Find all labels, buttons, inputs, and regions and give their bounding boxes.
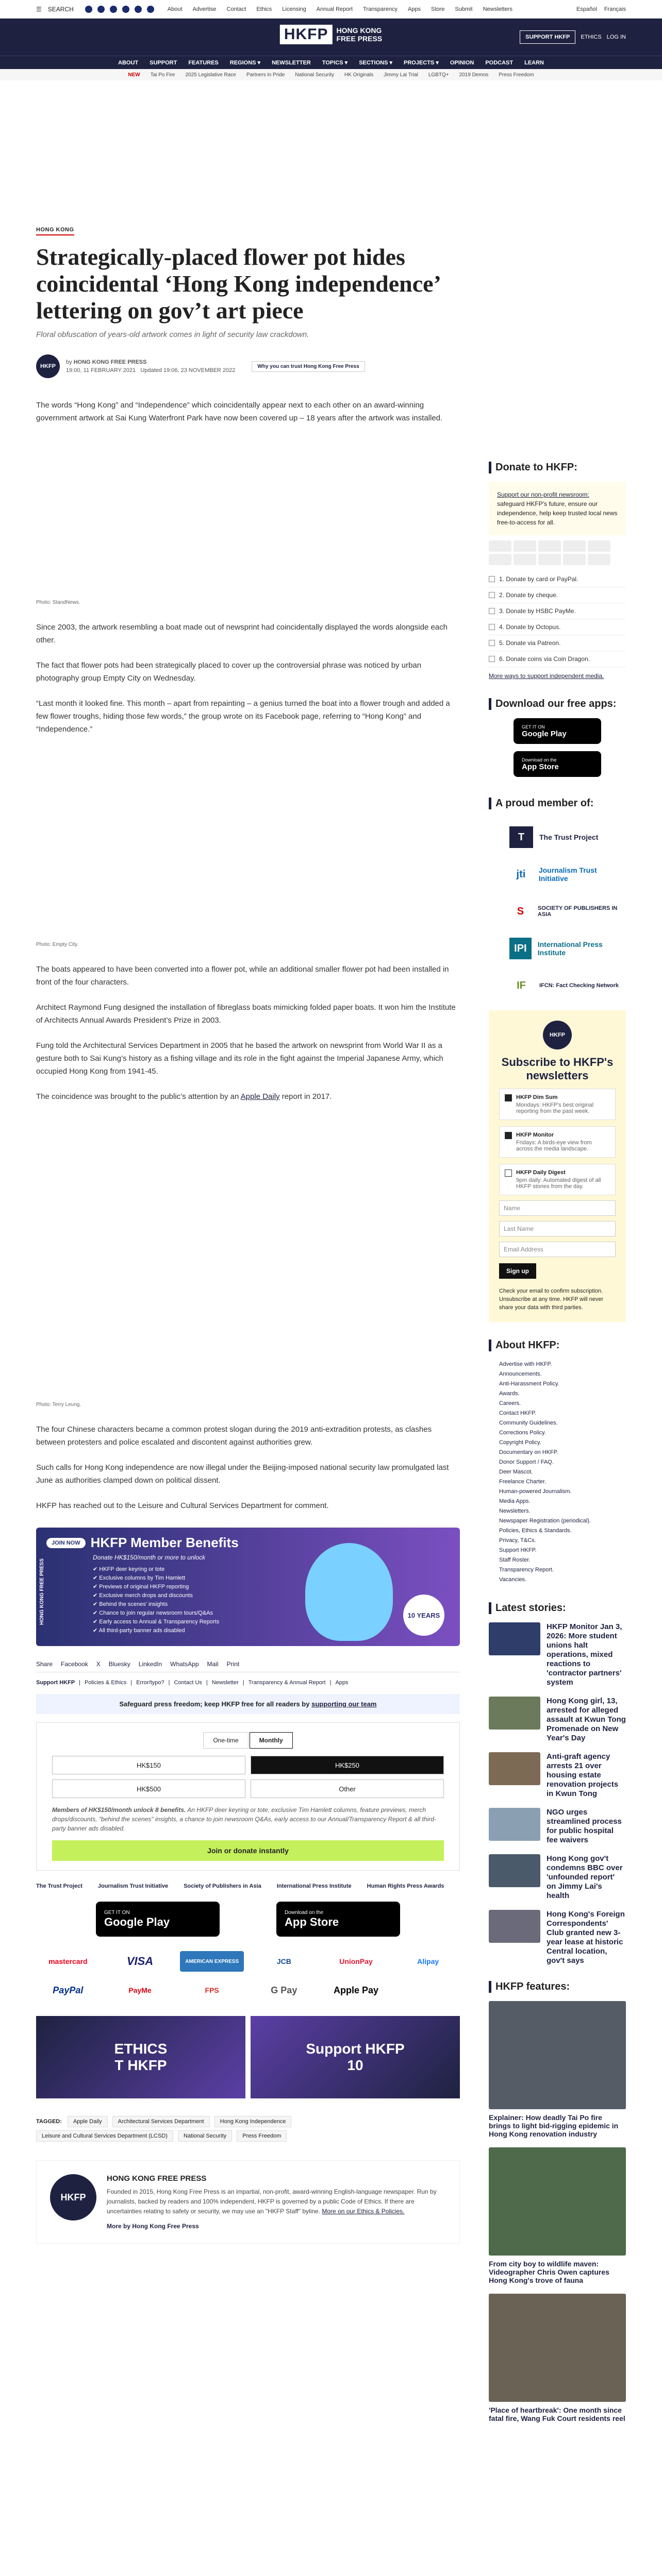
tag[interactable]: Leisure and Cultural Services Department (LCSD)	[36, 2130, 173, 2142]
support-hkfp-button[interactable]: SUPPORT HKFP	[520, 30, 575, 44]
nav-item[interactable]: SUPPORT	[150, 59, 177, 66]
masthead	[0, 19, 662, 56]
jti[interactable]: jti Journalism Trust Initiative	[516, 866, 597, 883]
share-x[interactable]: X	[96, 1660, 101, 1668]
newsletter-option[interactable]: HKFP Monitor Fridays: A birds-eye view from across the media landscape.	[499, 1126, 616, 1158]
logo-mark: HKFP	[280, 25, 333, 44]
donate-sidebar-box	[489, 482, 626, 535]
nav-item[interactable]: PROJECTS ▾	[404, 60, 439, 66]
nav-item[interactable]: OPINION	[450, 59, 474, 66]
ethics-link[interactable]: ETHICS	[581, 34, 602, 40]
nav-item[interactable]: ABOUT	[118, 59, 139, 66]
publish-date: 19:00, 11 FEBRUARY 2021	[66, 367, 136, 374]
amount-option[interactable]: Other	[251, 1780, 444, 1798]
benefit-item: ✔ All third-party banner ads disabled	[93, 1628, 185, 1634]
nav-item[interactable]: PODCAST	[485, 59, 514, 66]
donate-widget	[36, 1722, 460, 1871]
trending-item[interactable]: 2025 Legislative Race	[185, 72, 236, 78]
payment-icon	[588, 540, 610, 552]
features-title: HKFP features:	[489, 1981, 626, 1993]
last-name-input[interactable]: Last Name	[499, 1221, 616, 1236]
donate-option[interactable]: 2. Donate by cheque.	[489, 587, 626, 603]
ethics-promo-line2: T HKFP	[114, 2057, 167, 2073]
alipay-icon: Alipay	[417, 1957, 439, 1965]
more-ways-link[interactable]: More ways to support independent media.	[489, 672, 604, 680]
latest-story[interactable]: Hong Kong gov't condemns BBC over 'unfounded report' on Jimmy Lai's health	[489, 1854, 626, 1901]
youtube-icon[interactable]	[122, 6, 129, 13]
benefit-item: ✔ HKFP deer keyring or tote	[93, 1566, 165, 1572]
sopa-logo[interactable]: Society of Publishers in Asia	[184, 1883, 261, 1889]
frequency-toggle	[52, 1732, 444, 1749]
donate-option[interactable]: 6. Donate coins via Coin Dragon.	[489, 651, 626, 667]
instagram-icon[interactable]	[110, 6, 117, 13]
benefit-list	[93, 1565, 450, 1635]
ten-years-badge: 10 YEARS	[403, 1595, 444, 1636]
ethics-promo[interactable]	[36, 2016, 245, 2098]
amount-option-selected[interactable]: HK$250	[251, 1756, 444, 1774]
story-thumbnail	[489, 1808, 540, 1841]
payment-icon	[489, 540, 511, 552]
nav-item[interactable]: SECTIONS ▾	[359, 60, 392, 66]
about-link[interactable]: Media Apps.	[499, 1498, 531, 1504]
sidebar	[489, 462, 626, 2432]
logo-line1: HONG KONG	[336, 26, 382, 35]
about-link[interactable]: Policies, Ethics & Standards.	[499, 1528, 572, 1534]
article-dek: Floral obfuscation of years-old artwork comes in light of security law crackdown.	[36, 330, 309, 339]
donate-option[interactable]: 3. Donate by HSBC PayMe.	[489, 603, 626, 619]
footer-link[interactable]: Apps	[335, 1680, 349, 1686]
donate-title: Donate to HKFP:	[489, 462, 626, 473]
trending-item[interactable]: Press Freedom	[499, 72, 534, 78]
donate-option[interactable]: 1. Donate by card or PayPal.	[489, 571, 626, 587]
trust-project[interactable]: T The Trust Project	[509, 825, 626, 850]
trust-link[interactable]: Why you can trust Hong Kong Free Press	[252, 361, 365, 372]
paragraph: HKFP has reached out to the Leisure and Cultural Services Department for comment.	[36, 1501, 329, 1510]
p8-text-end: report in 2017.	[279, 1092, 332, 1101]
amount-options	[52, 1756, 444, 1798]
footer-link[interactable]: Contact Us	[174, 1680, 202, 1686]
util-link[interactable]: Transparency	[363, 6, 398, 12]
lang-spanish[interactable]: Español	[576, 6, 597, 12]
payment-icon	[489, 554, 511, 565]
google-play-badge[interactable]	[96, 1902, 220, 1937]
member-of-title: A proud member of:	[489, 798, 626, 809]
latest-story[interactable]: Hong Kong girl, 13, arrested for alleged assault at Kwun Tong Promenade on New Year's Day	[489, 1697, 626, 1743]
join-donate-button[interactable]: Join or donate instantly	[52, 1840, 444, 1861]
latest-story[interactable]: Anti-graft agency arrests 21 over housing estate renovation projects in Kwun Tong	[489, 1752, 626, 1799]
newsletter-option[interactable]: HKFP Daily Digest 9pm daily: Automated digest of all HKFP stories from the day.	[499, 1164, 616, 1195]
util-link[interactable]: Apps	[407, 6, 421, 12]
sb-apple-top: Download on the	[522, 757, 557, 762]
google-top-text: GET IT ON	[104, 1909, 130, 1916]
nav-item[interactable]: LEARN	[524, 59, 544, 66]
member-benefits-banner[interactable]	[36, 1528, 460, 1646]
new-badge: NEW	[128, 72, 140, 78]
share-mail[interactable]: Mail	[207, 1660, 219, 1668]
join-now-pill[interactable]: JOIN NOW	[46, 1538, 86, 1548]
login-link[interactable]: LOG IN	[606, 34, 626, 40]
payment-icon	[538, 540, 561, 552]
about-link[interactable]: Contact HKFP.	[499, 1410, 536, 1416]
about-link[interactable]: Documentary on HKFP.	[499, 1449, 558, 1455]
about-links	[489, 1360, 626, 1585]
main-nav	[0, 56, 662, 69]
p8-text: The coincidence was brought to the public’s attention by an	[36, 1092, 241, 1101]
signup-button[interactable]: Sign up	[499, 1263, 536, 1279]
sidebar-app-store[interactable]	[514, 751, 601, 777]
support-promo-line2: 10	[347, 2057, 363, 2073]
deer-mascot-icon	[305, 1543, 393, 1641]
about-link[interactable]: Community Guidelines.	[499, 1420, 558, 1426]
about-link[interactable]: Support HKFP.	[499, 1547, 537, 1553]
about-link[interactable]: Anti-Harassment Policy.	[499, 1381, 559, 1387]
payment-methods	[36, 1951, 460, 2001]
supporting-team-link[interactable]: supporting our team	[311, 1700, 377, 1708]
share-whatsapp[interactable]: WhatsApp	[170, 1660, 199, 1668]
about-link[interactable]: Copyright Policy.	[499, 1439, 541, 1446]
footer-link[interactable]: Policies & Ethics	[85, 1680, 127, 1686]
paragraph: “Last month it looked fine. This month – apart from repainting – a genius turned the boat into a flower trough and added a few flower troughs, hiding those few words,” the group wrote on its Facebook page, referring to “Hong Kong” and “Independence.”	[36, 699, 450, 734]
jti-logo[interactable]: Journalism Trust Initiative	[97, 1883, 169, 1889]
sopa[interactable]: S SOCIETY OF PUBLISHERS IN ASIA	[517, 905, 618, 918]
about-link[interactable]: Transparency Report.	[499, 1567, 554, 1573]
trending-nav	[0, 69, 662, 80]
apple-text: App Store	[285, 1915, 339, 1928]
paragraph: Such calls for Hong Kong independence are now illegal under the Beijing-imposed national security law promulgated last June as authorities clamped down on political dissent.	[36, 1463, 449, 1485]
x-icon[interactable]	[97, 6, 105, 13]
util-link[interactable]: Contact	[226, 6, 246, 12]
trending-item[interactable]: Partners in Pride	[246, 72, 285, 78]
photo-caption: Photo: StandNews.	[36, 600, 80, 605]
more-by-author-link[interactable]: More by Hong Kong Free Press	[107, 2223, 199, 2230]
story-thumbnail	[489, 1622, 540, 1655]
banner-side-text: HONG KONG FREE PRESS	[39, 1558, 45, 1625]
author-avatar: HKFP	[36, 354, 60, 378]
linkedin-icon[interactable]	[135, 6, 142, 13]
about-link[interactable]: Announcements.	[499, 1371, 542, 1377]
author-bio-text: Founded in 2015, Hong Kong Free Press is an impartial, non-profit, award-winning English-language newspaper. Run by journalists, backed by readers and 100% independent, HKFP is governed by a public Code of Ethics. If there are uncertainties relating to safety or security, we may use an "HKFP Staff" byline.	[107, 2188, 437, 2215]
sidebar-google-play[interactable]	[514, 718, 601, 744]
nav-item[interactable]: FEATURES	[188, 59, 219, 66]
banner-title: HKFP Member Benefits	[90, 1535, 239, 1550]
about-link[interactable]: Corrections Policy.	[499, 1430, 546, 1436]
benefit-item: ✔ Previews of original HKFP reporting	[93, 1584, 189, 1590]
byline	[36, 354, 460, 378]
paragraph: The fact that flower pots had been strategically placed to cover up the controversial phrase was noticed by urban photography group Empty City on Wednesday.	[36, 661, 422, 683]
footer-link[interactable]: Error/typo?	[136, 1680, 164, 1686]
newsletter-signup	[489, 1010, 626, 1322]
paragraph: The words “Hong Kong” and “Independence” which coincidentally appear next to each other on an award-winning government artwork at Sai Kung Waterfront Park have now been covered up – 18 years after the artwork was installed.	[36, 401, 443, 422]
newsletter-title: Subscribe to HKFP's newsletters	[501, 1056, 614, 1082]
about-link[interactable]: Advertise with HKFP.	[499, 1361, 552, 1367]
paragraph: Fung told the Architectural Services Department in 2005 that he based the artwork on newsprint from World War II as a gesture both to Sai Kung’s history as a fishing village and its role in the fight against the Imperial Japanese Army, which occupied Hong Kong from 1941-45.	[36, 1041, 443, 1076]
feature-title[interactable]: From city boy to wildlife maven: Videographer Chris Owen captures Hong Kong's trove of fauna	[489, 2260, 609, 2284]
lang-french[interactable]: Français	[604, 6, 626, 12]
util-link[interactable]: Licensing	[282, 6, 306, 12]
trending-item[interactable]: National Security	[295, 72, 334, 78]
tab-monthly[interactable]: Monthly	[250, 1732, 293, 1749]
feature-title[interactable]: 'Place of heartbreak': One month since fatal fire, Wang Fuk Court residents reel	[489, 2406, 625, 2422]
feature-image[interactable]	[489, 2294, 626, 2402]
nav-item[interactable]: TOPICS ▾	[322, 60, 348, 66]
ipi-logo[interactable]: International Press Institute	[276, 1883, 352, 1889]
payment-icon	[563, 540, 586, 552]
ifcn[interactable]: IF IFCN: Fact Checking Network	[517, 979, 619, 991]
logo-line2: FREE PRESS	[336, 35, 383, 43]
promo-row	[36, 2016, 460, 2098]
footer-link[interactable]: Transparency & Annual Report	[248, 1680, 326, 1686]
search-icon[interactable]: ☰	[36, 5, 42, 13]
util-link[interactable]: Newsletters	[483, 6, 513, 12]
util-link[interactable]: Submit	[455, 6, 473, 12]
gpay-icon: G Pay	[271, 1985, 297, 1995]
payme-icon: PayMe	[128, 1986, 152, 1994]
share-print[interactable]: Print	[226, 1660, 240, 1668]
trending-item[interactable]: HK Originals	[344, 72, 374, 78]
mastercard-icon: mastercard	[48, 1957, 88, 1965]
story-thumbnail	[489, 1752, 540, 1785]
story-thumbnail	[489, 1697, 540, 1730]
ipi[interactable]: IPI International Press Institute	[509, 936, 626, 961]
donate-option[interactable]: 5. Donate via Patreon.	[489, 635, 626, 651]
nav-item[interactable]: NEWSLETTER	[272, 59, 311, 66]
byline-by: by	[66, 359, 72, 365]
benefit-item: ✔ Behind the scenes' insights	[93, 1601, 168, 1607]
benefit-item: ✔ Exclusive columns by Tim Hamlett	[93, 1575, 186, 1581]
feature-image[interactable]	[489, 2001, 626, 2109]
banner-sub: Donate HK$150/month or more to unlock	[93, 1554, 206, 1561]
apple-daily-link[interactable]: Apple Daily	[240, 1092, 280, 1101]
social-icons	[85, 6, 154, 13]
about-link[interactable]: Privacy, T&Cs.	[499, 1537, 536, 1544]
donate-option[interactable]: 4. Donate by Octopus.	[489, 619, 626, 635]
hrpa-logo[interactable]: Human Rights Press Awards	[367, 1883, 444, 1889]
paragraph	[36, 1090, 460, 1103]
newsletter-note: Check your email to confirm subscription. Unsubscribe at any time. HKFP will never share your data with third parties.	[499, 1288, 604, 1311]
footer-member-logos	[36, 1883, 460, 1889]
tag[interactable]: Architectural Services Department	[112, 2116, 210, 2127]
amount-option[interactable]: HK$150	[52, 1756, 245, 1774]
util-link[interactable]: About	[167, 6, 183, 12]
unionpay-icon: UnionPay	[339, 1957, 373, 1965]
fps-icon: FPS	[205, 1986, 219, 1994]
util-link[interactable]: Store	[431, 6, 445, 12]
author-name[interactable]: HONG KONG FREE PRESS	[73, 359, 147, 365]
tag[interactable]: National Security	[178, 2130, 232, 2142]
email-input[interactable]: Email Address	[499, 1242, 616, 1257]
utility-links	[168, 6, 512, 12]
feature-image[interactable]	[489, 2147, 626, 2256]
jcb-icon: JCB	[276, 1957, 291, 1965]
tags-section	[36, 2116, 460, 2145]
trending-item[interactable]: Tai Po Fire	[150, 72, 175, 78]
ethics-promo-line1: ETHICS	[114, 2041, 168, 2057]
sb-apple: App Store	[522, 762, 559, 771]
payment-icon	[588, 554, 610, 565]
tag[interactable]: Hong Kong Independence	[214, 2116, 292, 2127]
tag[interactable]: Press Freedom	[237, 2130, 287, 2142]
tag[interactable]: Apple Daily	[68, 2116, 108, 2127]
about-link[interactable]: Donor Support / FAQ.	[499, 1459, 554, 1465]
sb-google: Google Play	[522, 729, 567, 738]
safeguard-banner	[36, 1694, 460, 1714]
donate-blurb-text: safeguard HKFP's future, ensure our independence, help keep trusted local news free-to-access for all.	[497, 500, 618, 526]
story-thumbnail	[489, 1910, 540, 1943]
article-category[interactable]: HONG KONG	[36, 227, 74, 235]
footer-link[interactable]: Newsletter	[211, 1680, 239, 1686]
app-store-row	[36, 1902, 460, 1937]
article-photo	[36, 435, 460, 600]
sb-google-top: GET IT ON	[522, 724, 545, 730]
article-title: Strategically-placed flower pot hides coincidental ‘Hong Kong independence’ lettering on gov’t art piece	[36, 244, 440, 324]
facebook-icon[interactable]	[85, 6, 92, 13]
tagged-label: TAGGED:	[36, 2119, 62, 2125]
util-link[interactable]: Advertise	[192, 6, 217, 12]
share-bluesky[interactable]: Bluesky	[108, 1660, 130, 1668]
payment-icon	[538, 554, 561, 565]
util-link[interactable]: Ethics	[256, 6, 272, 12]
share-facebook[interactable]: Facebook	[61, 1660, 88, 1668]
about-link[interactable]: Vacancies.	[499, 1577, 526, 1583]
benefit-item: ✔ Early access to Annual & Transparency Reports	[93, 1619, 220, 1625]
support-promo[interactable]	[251, 2016, 460, 2098]
donate-desc-text: An HKFP deer keyring or tote, exclusive Tim Hamlett columns, feature previews, merch drops/discounts, "behind the scenes" insights, a chance to join newsroom Q&As, early access to our Annual/Transparency Report & all third-party banner ads disabled.	[52, 1806, 436, 1832]
newsletter-option[interactable]: HKFP Dim Sum Mondays: HKFP's best original reporting from the past week.	[499, 1089, 616, 1120]
author-box-avatar: HKFP	[50, 2174, 96, 2221]
search-link[interactable]: SEARCH	[47, 5, 74, 13]
photo-caption: Photo: Empty City.	[36, 942, 79, 947]
benefit-item: ✔ Chance to join regular newsroom tours/Q&As	[93, 1610, 213, 1616]
author-box	[36, 2160, 460, 2244]
trending-item[interactable]: Jimmy Lai Trial	[384, 72, 418, 78]
support-promo-line1: Support HKFP	[306, 2041, 405, 2057]
donate-desc-bold: Members of HK$150/month unlock 8 benefits.	[52, 1806, 186, 1814]
nonprofit-link[interactable]: Support our non-profit newsroom:	[497, 491, 589, 498]
article-column	[36, 225, 460, 2244]
feature-title[interactable]: Explainer: How deadly Tai Po fire brings to light bid-rigging epidemic in Hong Kong renovation industry	[489, 2113, 619, 2138]
telegram-icon[interactable]	[147, 6, 154, 13]
updated-date: Updated 19:06, 23 NOVEMBER 2022	[140, 367, 236, 374]
payment-icon	[514, 540, 536, 552]
newsletter-logo: HKFP	[543, 1021, 572, 1049]
author-box-name[interactable]: HONG KONG FREE PRESS	[107, 2174, 207, 2183]
top-utility-bar	[0, 0, 662, 19]
share-linkedin[interactable]: LinkedIn	[138, 1660, 162, 1668]
author-bio	[107, 2187, 446, 2216]
apps-title: Download our free apps:	[489, 698, 626, 710]
paragraph: The boats appeared to have been converted into a flower pot, while an additional smaller flower pot had been installed in front of the four characters.	[36, 965, 449, 987]
payment-icon	[514, 554, 536, 565]
member-logos	[489, 825, 626, 998]
nav-item[interactable]: REGIONS ▾	[229, 60, 261, 66]
article-footer-links: Support HKFP | Policies & Ethics | Error/typo? | Contact Us | Newsletter | Transparency & Annual Report | Apps	[36, 1680, 349, 1686]
donate-options	[489, 571, 626, 667]
story-thumbnail	[489, 1854, 540, 1887]
latest-story[interactable]: HKFP Monitor Jan 3, 2026: More student unions halt operations, mixed reactions to 'contractor partners' system	[489, 1622, 626, 1687]
about-link[interactable]: Awards.	[499, 1391, 520, 1397]
features-list	[489, 2001, 626, 2422]
app-store-badge[interactable]	[276, 1902, 400, 1937]
photo-caption: Photo: Terry Leung.	[36, 1402, 81, 1408]
site-logo[interactable]	[280, 25, 382, 44]
tab-one-time[interactable]: One-time	[203, 1732, 248, 1749]
applepay-icon: Apple Pay	[333, 1985, 378, 1995]
latest-story[interactable]: NGO urges streamlined process for public hospital fee waivers	[489, 1808, 626, 1845]
article-photo	[36, 746, 460, 942]
about-link[interactable]: Staff Roster.	[499, 1557, 531, 1563]
footer-link[interactable]: Support HKFP	[36, 1680, 75, 1686]
share-bar	[36, 1660, 460, 1672]
sidebar-payment-icons	[489, 540, 626, 565]
name-input[interactable]: Name	[499, 1200, 616, 1216]
about-link[interactable]: Newsletters.	[499, 1508, 531, 1514]
payment-icon	[563, 554, 586, 565]
about-link[interactable]: Human-powered Journalism.	[499, 1488, 572, 1495]
google-text: Google Play	[104, 1915, 170, 1928]
article-photo	[36, 1113, 460, 1402]
visa-icon: VISA	[126, 1955, 154, 1968]
trending-item[interactable]: LGBTQ+	[428, 72, 449, 78]
paragraph: Architect Raymond Fung designed the installation of fibreglass boats mimicking folded paper boats. It won him the Institute of Architects Annual Awards President’s Prize in 2003.	[36, 1003, 456, 1025]
about-link[interactable]: Newspaper Registration (periodical).	[499, 1518, 591, 1524]
donate-blurb	[497, 490, 618, 527]
amount-option[interactable]: HK$500	[52, 1780, 245, 1798]
ethics-policies-link[interactable]: More on our Ethics & Policies.	[322, 2208, 405, 2215]
amex-icon: AMERICAN EXPRESS	[180, 1951, 244, 1972]
paragraph: Since 2003, the artwork resembling a boat made out of newsprint had coincidentally displayed the words alongside each other.	[36, 623, 448, 645]
share-label: Share	[36, 1660, 53, 1668]
latest-story[interactable]: Hong Kong's Foreign Correspondents' Club granted new 3-year lease at historic Central location, gov't says	[489, 1910, 626, 1965]
apple-top-text: Download on the	[285, 1909, 324, 1916]
about-link[interactable]: Freelance Charter.	[499, 1479, 547, 1485]
trust-project-logo[interactable]: The Trust Project	[36, 1883, 82, 1889]
about-link[interactable]: Careers.	[499, 1400, 521, 1406]
benefit-item: ✔ Exclusive merch drops and discounts	[93, 1592, 193, 1599]
safeguard-text: Safeguard press freedom; keep HKFP free for all readers by	[119, 1700, 312, 1708]
util-link[interactable]: Annual Report	[316, 6, 353, 12]
latest-title: Latest stories:	[489, 1602, 626, 1614]
paypal-icon: PayPal	[53, 1985, 84, 1995]
about-title: About HKFP:	[489, 1340, 626, 1351]
about-link[interactable]: Deer Mascot.	[499, 1469, 533, 1475]
trending-item[interactable]: 2019 Demos	[459, 72, 489, 78]
paragraph: The four Chinese characters became a common protest slogan during the 2019 anti-extradition protests, as clashes between protesters and police escalated and discontent against authorities grew.	[36, 1425, 432, 1447]
donate-description	[52, 1805, 444, 1833]
latest-stories	[489, 1622, 626, 1965]
